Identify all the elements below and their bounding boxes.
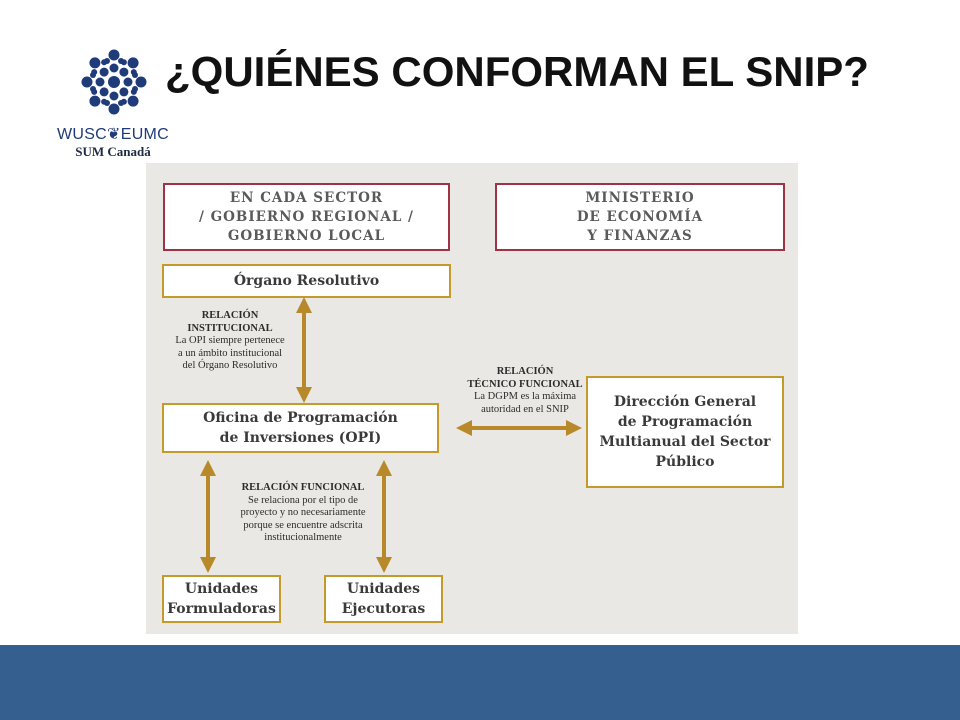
wusc-logo — [48, 40, 178, 165]
note-relacion-tecnico: RELACIÓN TÉCNICO FUNCIONAL La DGPM es la máxima autoridad en el SNIP — [467, 366, 583, 415]
box-opi: Oficina de Programación de Inversiones (OPI) — [162, 403, 439, 453]
logo-subtitle: SUM Canadá — [75, 144, 151, 159]
header-cada-sector: EN CADA SECTOR / GOBIERNO REGIONAL / GOBIERNO LOCAL — [163, 183, 450, 251]
slide-title: ¿QUIÉNES CONFORMAN EL SNIP? — [165, 48, 869, 95]
box-unidades-formuladoras: Unidades Formuladoras — [162, 575, 281, 623]
footer-bar — [0, 645, 960, 720]
logo-org-name: WUSC❦EUMC — [56, 126, 170, 143]
header-ministerio: MINISTERIO DE ECONOMÍA Y FINANZAS — [495, 183, 785, 251]
note-relacion-funcional: RELACIÓN FUNCIONAL Se relaciona por el tipo de proyecto y no necesariamente porque se encuentre adscrita institucionalmente — [240, 482, 366, 543]
box-dgpm: Dirección General de Programación Multianual del Sector Público — [586, 376, 784, 488]
snowflake-logo-icon — [76, 44, 152, 120]
box-unidades-ejecutoras: Unidades Ejecutoras — [324, 575, 443, 623]
box-organo-resolutivo: Órgano Resolutivo — [162, 264, 451, 298]
note-relacion-institucional: RELACIÓN INSTITUCIONAL La OPI siempre pertenece a un ámbito institucional del Órgano Resolutivo — [175, 310, 285, 371]
